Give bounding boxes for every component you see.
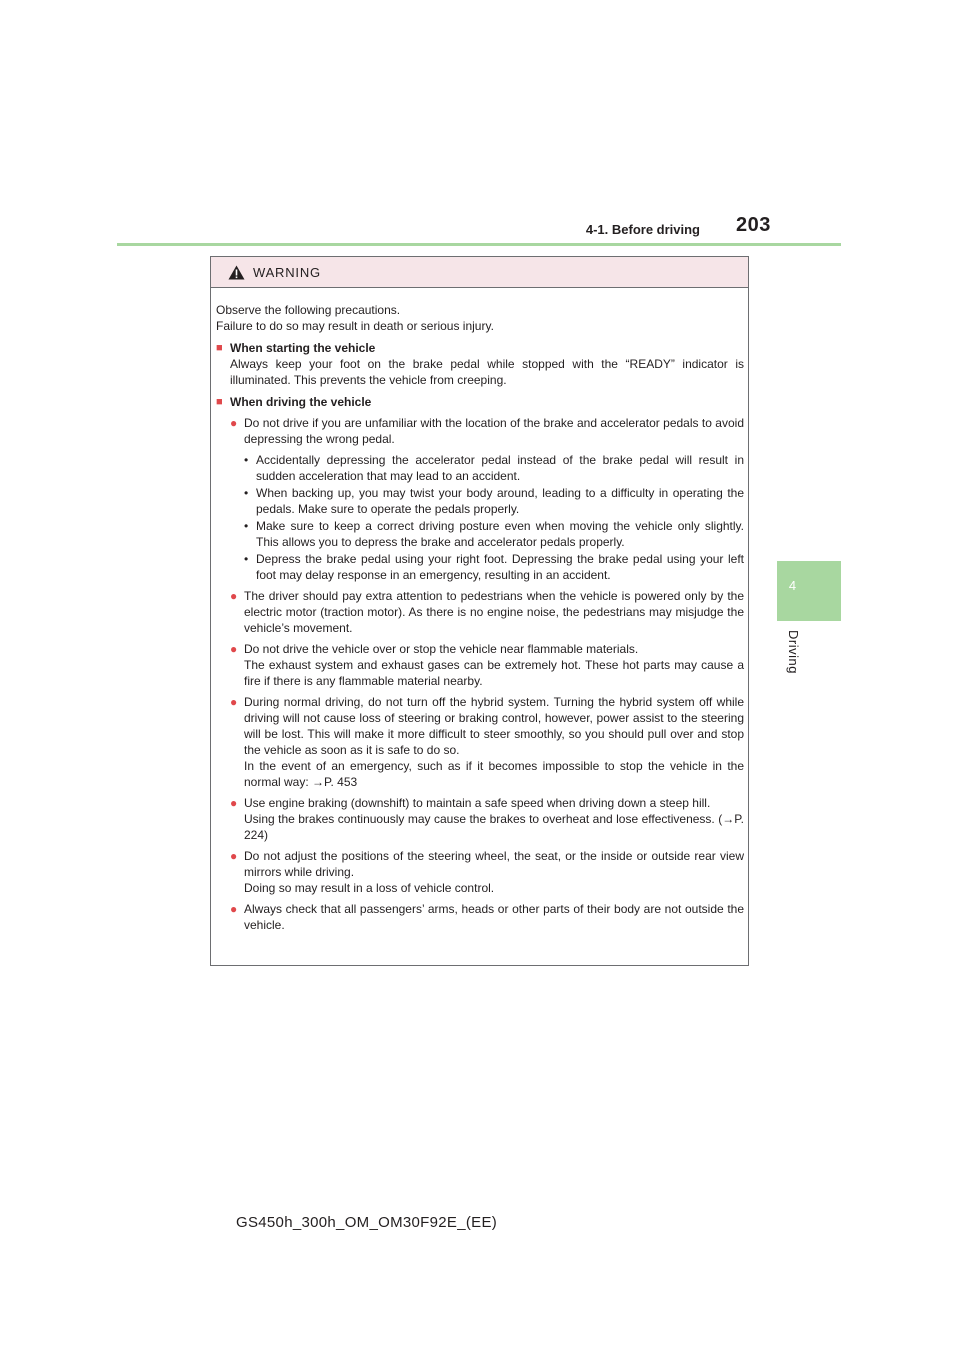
list-item-text: Do not adjust the positions of the steering wheel, the seat, or the inside or outside rear view mirrors while driving.	[244, 849, 744, 879]
list-item	[230, 641, 744, 689]
warning-header	[211, 257, 748, 288]
warning-body	[216, 302, 744, 933]
sub-list-item	[244, 485, 744, 517]
list-item-text: Using the brakes continuously may cause the brakes to overheat and lose effectiveness. (→P. 224)	[244, 812, 744, 842]
list-item	[230, 415, 744, 583]
sub-item-text: Make sure to keep a correct driving posture even when moving the vehicle only slightly. This allows you to depress the brake and accelerator pedals properly.	[256, 519, 744, 549]
sub-item-text: When backing up, you may twist your body around, leading to a difficulty in operating the pedals. Make sure to operate the pedals properly.	[256, 486, 744, 516]
section-heading	[216, 340, 744, 356]
section-heading-text: When starting the vehicle	[230, 341, 376, 355]
sub-list-item	[244, 452, 744, 484]
dot-marker-icon: •	[244, 552, 249, 566]
circle-bullet-icon: ●	[230, 849, 238, 863]
list-item	[230, 795, 744, 843]
list-item-text: The driver should pay extra attention to pedestrians when the vehicle is powered only by the electric motor (traction motor). As there is no engine noise, the pedestrians may misjudge the vehicle’s movement.	[244, 589, 744, 635]
dot-marker-icon: •	[244, 486, 249, 500]
circle-bullet-icon: ●	[230, 902, 238, 916]
dot-marker-icon: •	[244, 453, 249, 467]
section-heading	[216, 394, 744, 410]
chapter-number: 4	[788, 578, 797, 593]
square-bullet-icon: ■	[216, 342, 223, 354]
circle-bullet-icon: ●	[230, 695, 238, 709]
list-item	[230, 694, 744, 790]
intro-line: Failure to do so may result in death or serious injury.	[216, 319, 494, 333]
list-item	[230, 588, 744, 636]
warning-box	[210, 256, 749, 966]
list-item-text: Do not drive if you are unfamiliar with the location of the brake and accelerator pedals to avoid depressing the wrong pedal.	[244, 416, 744, 446]
list-item-text: During normal driving, do not turn off the hybrid system. Turning the hybrid system off while driving will not cause loss of steering or braking control, however, power assist to the steering will be lost. This will make it more difficult to steer smoothly, so you should pull over and stop the vehicle as soon as it is safe to do so.	[244, 695, 744, 757]
list-item-text: Use engine braking (downshift) to maintain a safe speed when driving down a steep hill.	[244, 796, 711, 810]
page-number: 203	[736, 214, 771, 236]
section-text: Always keep your foot on the brake pedal while stopped with the “READY” indicator is illuminated. This prevents the vehicle from creeping.	[230, 357, 744, 387]
list-item	[230, 848, 744, 896]
warning-title: WARNING	[253, 264, 321, 280]
circle-bullet-icon: ●	[230, 642, 238, 656]
sub-item-text: Accidentally depressing the accelerator pedal instead of the brake pedal will result in sudden acceleration that may lead to an accident.	[256, 453, 744, 483]
section-title: 4-1. Before driving	[585, 222, 700, 237]
sub-list-item	[244, 518, 744, 550]
list-item-text: Do not drive the vehicle over or stop the vehicle near flammable materials.	[244, 642, 639, 656]
section-heading-text: When driving the vehicle	[230, 395, 372, 409]
circle-bullet-icon: ●	[230, 589, 238, 603]
square-bullet-icon: ■	[216, 396, 223, 408]
chapter-label: Driving	[786, 630, 801, 674]
document-code: GS450h_300h_OM_OM30F92E_(EE)	[236, 1214, 498, 1231]
dot-marker-icon: •	[244, 519, 249, 533]
sub-list-item	[244, 551, 744, 583]
warning-triangle-icon	[228, 265, 245, 280]
circle-bullet-icon: ●	[230, 416, 238, 430]
intro-line: Observe the following precautions.	[216, 303, 401, 317]
list-item-text: In the event of an emergency, such as if it becomes impossible to stop the vehicle in the normal way: →P. 453	[244, 759, 744, 789]
list-item-text: Always check that all passengers’ arms, heads or other parts of their body are not outside the vehicle.	[244, 902, 744, 932]
sub-list	[244, 452, 744, 583]
list-item	[230, 901, 744, 933]
circle-bullet-icon: ●	[230, 796, 238, 810]
list-item-text: The exhaust system and exhaust gases can be extremely hot. These hot parts may cause a fire if there is any flammable material nearby.	[244, 658, 744, 688]
sub-item-text: Depress the brake pedal using your right foot. Depressing the brake pedal using your left foot may delay response in an emergency, resulting in an accident.	[256, 552, 744, 582]
list-item-text: Doing so may result in a loss of vehicle control.	[244, 881, 495, 895]
header-rule	[117, 243, 841, 246]
